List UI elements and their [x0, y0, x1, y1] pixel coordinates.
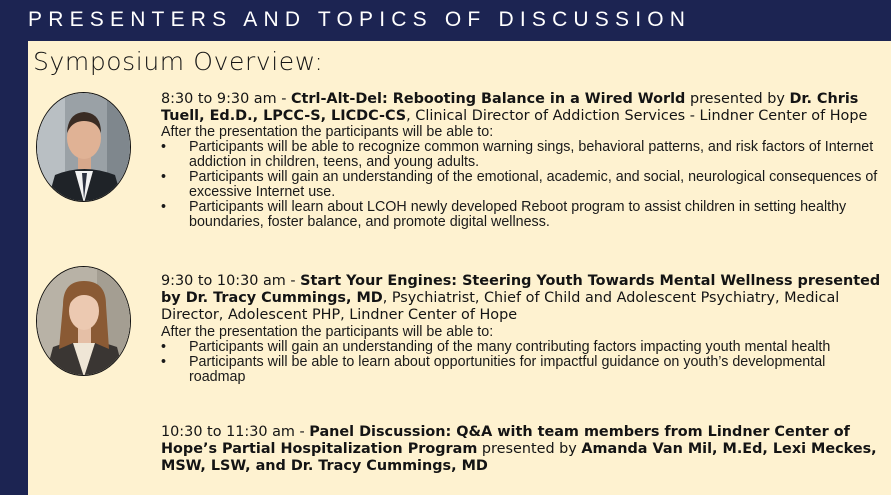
session-3-presenter: Amanda Van Mil, M.Ed, Lexi Meckes, MSW, LSW, and Dr. Tracy Cummings, MD — [161, 441, 877, 475]
objective-text: Participants will learn about LCOH newly developed Reboot program to assist children in setting healthy boundaries, foster balance, and promote digital wellness. — [189, 199, 847, 231]
session-1-presented-by: presented by — [685, 91, 790, 107]
session-2 — [161, 273, 881, 385]
session-2-time: 9:30 to 10:30 am - — [161, 273, 301, 289]
presenter-photo-chris-tuell — [36, 92, 131, 202]
bullet-icon: • — [161, 199, 167, 216]
overview-title: Symposium Overview: — [33, 47, 324, 76]
session-1-time: 8:30 to 9:30 am - — [161, 91, 291, 107]
session-1-after: After the presentation the participants will be able to: — [161, 124, 494, 141]
session-3 — [161, 424, 881, 476]
presenter-photo-tracy-cummings — [36, 266, 131, 376]
session-3-presented-by: presented by — [477, 441, 582, 458]
session-2-role: , Psychiatrist, Chief of Child and Adolescent Psychiatry, Medical Director, Adolescent PHP, Lindner Center of Hope — [161, 290, 840, 324]
session-3-time: 10:30 to 11:30 am - — [161, 424, 310, 440]
session-1 — [161, 91, 881, 230]
session-1-title: Ctrl-Alt-Del: Rebooting Balance in a Wired World — [290, 91, 686, 107]
session-3-lead — [161, 424, 881, 476]
portrait-woman-icon — [37, 267, 131, 376]
objective-item — [161, 140, 881, 170]
session-1-objectives — [161, 140, 881, 230]
objective-item — [161, 200, 881, 230]
header-band — [0, 0, 891, 40]
objective-text: Participants will gain an understanding of the many contributing factors impacting youth mental health — [189, 338, 831, 355]
session-1-role: , Clinical Director of Addiction Services - Lindner Center of Hope — [406, 108, 868, 125]
objective-text: Participants will be able to recognize common warning sings, behavioral patterns, and risk factors of Internet addiction in children, teens, and young adults. — [189, 139, 874, 171]
bullet-icon: • — [161, 169, 167, 186]
content-panel — [28, 41, 891, 495]
objective-item — [161, 170, 881, 200]
session-3-title: Panel Discussion: Q&A with team members from Lindner Center of Hope’s Partial Hospitalization Program — [161, 424, 850, 458]
bullet-icon: • — [161, 139, 167, 156]
session-2-lead — [161, 273, 881, 325]
bullet-icon: • — [161, 338, 167, 355]
session-1-lead — [161, 91, 881, 125]
session-2-after: After the presentation the participants will be able to: — [161, 323, 494, 340]
session-1-presenter: Dr. Chris Tuell, Ed.D., LPCC-S, LICDC-CS — [161, 91, 859, 125]
objective-item — [161, 355, 881, 385]
objective-text: Participants will be able to learn about opportunities for impactful guidance on youth’s developmental roadmap — [189, 353, 826, 385]
objective-text: Participants will gain an understanding of the emotional, academic, and social, neurological consequences of excessive Internet use. — [189, 169, 878, 201]
session-2-objectives — [161, 340, 881, 385]
objective-item — [161, 340, 881, 355]
bullet-icon: • — [161, 353, 167, 370]
session-2-title: Start Your Engines: Steering Youth Towards Mental Wellness presented by Dr. Tracy Cummings, MD — [161, 273, 881, 307]
header-title: PRESENTERS AND TOPICS OF DISCUSSION — [28, 8, 692, 31]
portrait-man-icon — [37, 93, 131, 202]
